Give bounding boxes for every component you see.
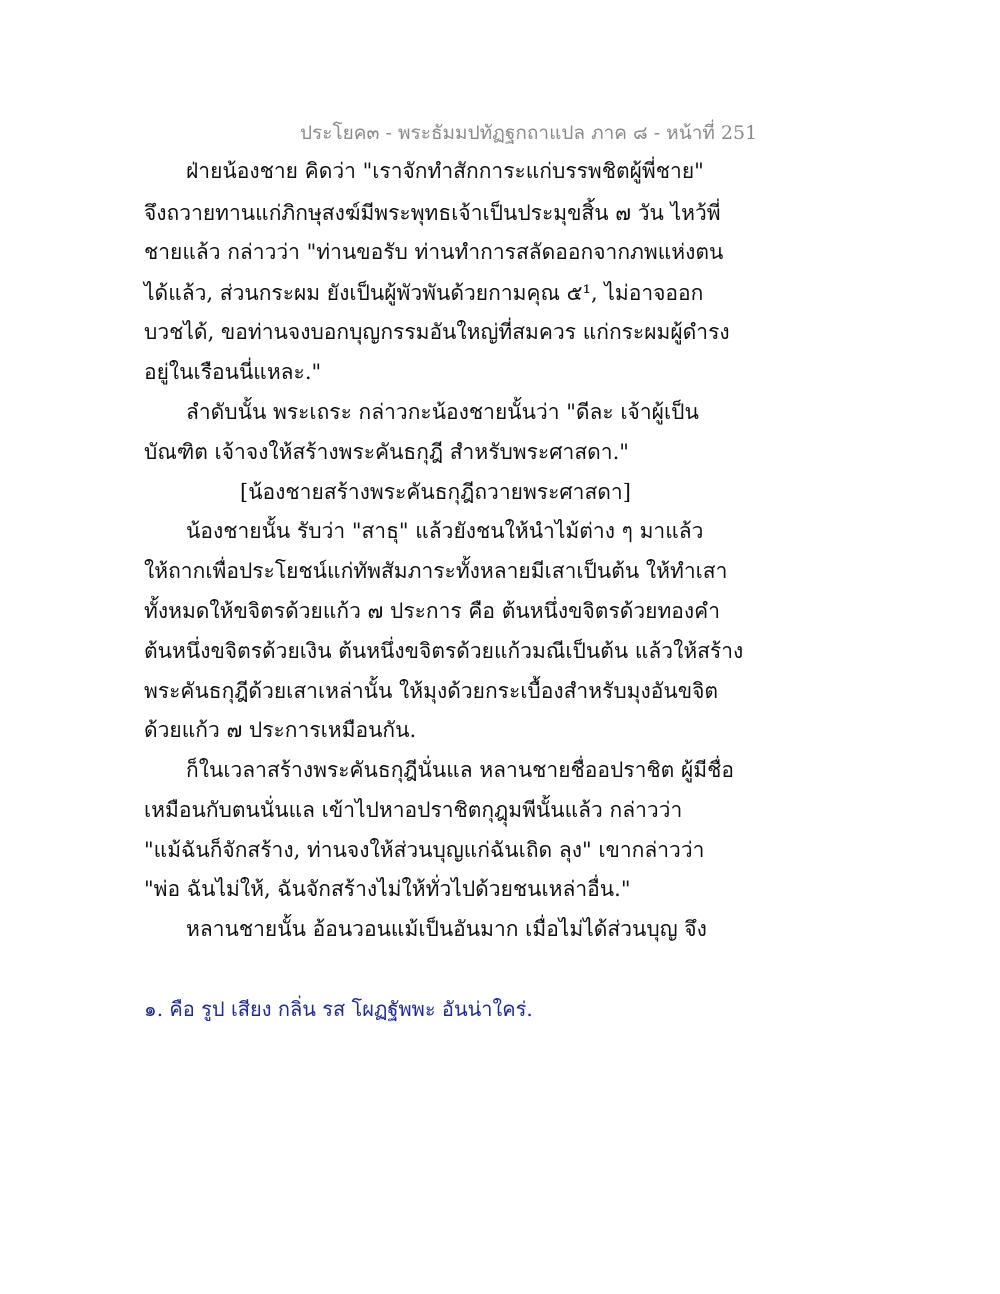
body-line: ทั้งหมดให้ขจิตรด้วยแก้ว ๗ ประการ คือ ต้นหนึ่งขจิตรด้วยทองคำ xyxy=(144,599,721,623)
running-header: ประโยค๓ - พระธัมมปทัฏฐกถาแปล ภาค ๘ - หน้าที่ 251 xyxy=(300,122,758,144)
body-line: พระคันธกุฎีด้วยเสาเหล่านั้น ให้มุงด้วยกระเบื้องสำหรับมุงอันขจิต xyxy=(144,679,719,703)
body-line: น้องชายนั้น รับว่า "สาธุ" แล้วยังชนให้นำไม้ต่าง ๆ มาแล้ว xyxy=(186,519,704,543)
section-heading: [น้องชายสร้างพระคันธกุฎีถวายพระศาสดา] xyxy=(240,480,631,504)
body-line: ด้วยแก้ว ๗ ประการเหมือนกัน. xyxy=(144,718,417,742)
body-line: "พ่อ ฉันไม่ให้, ฉันจักสร้างไม่ให้ทั่วไปด้วยชนเหล่าอื่น." xyxy=(144,877,631,901)
body-line: ต้นหนึ่งขจิตรด้วยเงิน ต้นหนึ่งขจิตรด้วยแก้วมณีเป็นต้น แล้วให้สร้าง xyxy=(144,639,744,663)
body-line: ได้แล้ว, ส่วนกระผม ยังเป็นผู้พัวพันด้วยกามคุณ ๕¹, ไม่อาจออก xyxy=(144,281,704,305)
body-line: จึงถวายทานแก่ภิกษุสงฆ์มีพระพุทธเจ้าเป็นประมุขสิ้น ๗ วัน ไหว้พี่ xyxy=(144,201,721,225)
body-line: เหมือนกับตนนั่นแล เข้าไปหาอปราชิตกุฎุมพีนั้นแล้ว กล่าวว่า xyxy=(144,798,683,822)
footnote: ๑. คือ รูป เสียง กลิ่น รส โผฏฐัพพะ อันน่าใคร่. xyxy=(144,997,533,1021)
body-line: หลานชายนั้น อ้อนวอนแม้เป็นอันมาก เมื่อไม่ได้ส่วนบุญ จึง xyxy=(186,917,707,941)
body-line: ก็ในเวลาสร้างพระคันธกุฎีนั่นแล หลานชายชื่ออปราชิต ผู้มีชื่อ xyxy=(186,758,734,782)
body-line: บัณฑิต เจ้าจงให้สร้างพระคันธกุฎี สำหรับพระศาสดา." xyxy=(144,440,629,464)
body-line: บวชได้, ขอท่านจงบอกบุญกรรมอันใหญ่ที่สมควร แก่กระผมผู้ดำรง xyxy=(144,320,730,344)
body-line: ให้ถากเพื่อประโยชน์แก่ทัพสัมภาระทั้งหลายมีเสาเป็นต้น ให้ทำเสา xyxy=(144,559,728,583)
body-line: อยู่ในเรือนนี่แหละ." xyxy=(144,360,322,384)
body-line: ชายแล้ว กล่าวว่า "ท่านขอรับ ท่านทำการสลัดออกจากภพแห่งตน xyxy=(144,240,724,264)
body-line: "แม้ฉันก็จักสร้าง, ท่านจงให้ส่วนบุญแก่ฉันเถิด ลุง" เขากล่าวว่า xyxy=(144,838,705,862)
body-line: ฝ่ายน้องชาย คิดว่า "เราจักทำสักการะแก่บรรพชิตผู้พี่ชาย" xyxy=(186,159,704,183)
body-line: ลำดับนั้น พระเถระ กล่าวกะน้องชายนั้นว่า "ดีละ เจ้าผู้เป็น xyxy=(186,400,699,424)
